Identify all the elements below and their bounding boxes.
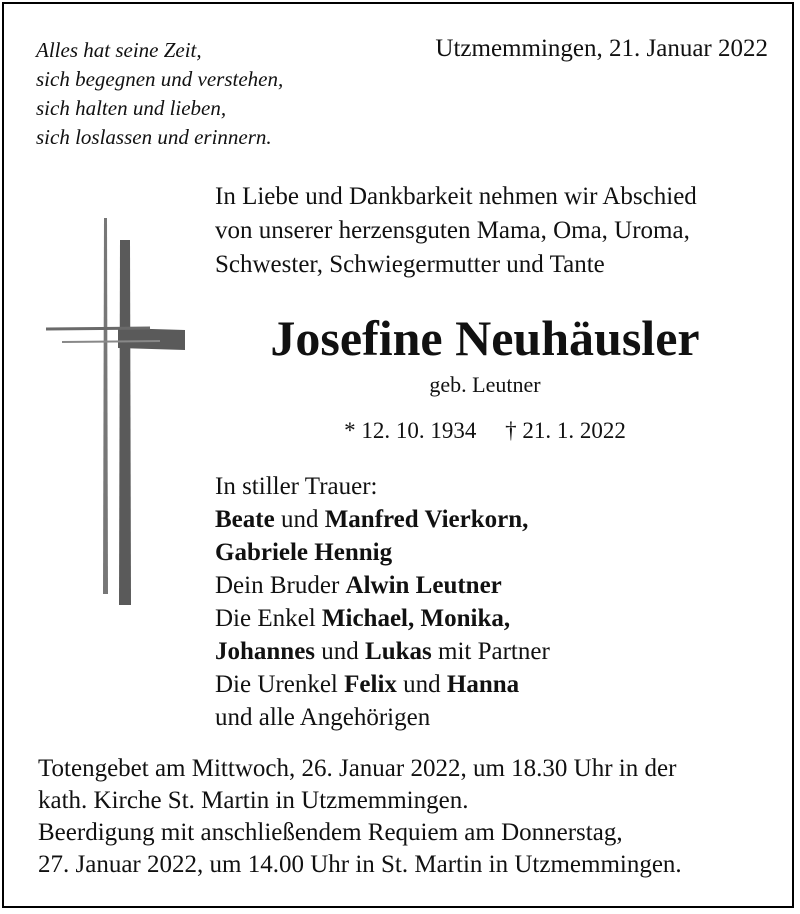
mourner-line [215, 536, 550, 569]
deceased-name: Josefine Neuhäusler [270, 310, 700, 366]
birth-name: geb. Leutner [429, 372, 541, 397]
mourner-name: Johannes [215, 638, 316, 665]
cross-vertical-shadow [103, 218, 108, 594]
mourners-heading: In stiller Trauer: [215, 473, 378, 500]
mourner-name: Michael, Monika, [321, 605, 511, 632]
mourner-name: Alwin Leutner [345, 572, 502, 599]
life-dates [215, 418, 755, 444]
poem-line: Alles hat seine Zeit, [36, 38, 202, 62]
mourner-name: Hanna [446, 671, 520, 698]
intro-line: von unserer herzensguten Mama, Oma, Uroma, [215, 217, 690, 244]
mourner-text: Die Enkel [215, 605, 322, 632]
service-line: Beerdigung mit anschließendem Requiem am Donnerstag, [38, 819, 623, 846]
intro-line: Schwester, Schwiegermutter und Tante [215, 251, 605, 278]
birth-date: * 12. 10. 1934 [344, 418, 477, 443]
cross-horizontal-line [46, 328, 150, 329]
cross-vertical-beam [119, 240, 131, 605]
death-date: † 21. 1. 2022 [505, 418, 626, 443]
poem-line: sich loslassen und erinnern. [36, 125, 272, 149]
service-line: 27. Januar 2022, um 14.00 Uhr in St. Martin in Utzmemmingen. [38, 851, 682, 878]
mourner-line [215, 569, 550, 602]
service-line: Totengebet am Mittwoch, 26. Januar 2022, um 18.30 Uhr in der [38, 755, 677, 782]
christian-cross-icon [40, 210, 190, 610]
mourner-text: mit Partner [431, 638, 550, 665]
mourner-line [215, 503, 550, 536]
cross-horizontal-line [62, 341, 160, 342]
mourner-text: Dein Bruder [215, 572, 346, 599]
intro-line: In Liebe und Dankbarkeit nehmen wir Abschied [215, 183, 697, 210]
mourner-line [215, 602, 550, 635]
service-info [38, 753, 682, 881]
mourner-name: Gabriele Hennig [215, 539, 393, 566]
poem-line: sich halten und lieben, [36, 96, 227, 120]
mourner-text: und [396, 671, 447, 698]
mourner-text: Die Urenkel [215, 671, 345, 698]
service-line: kath. Kirche St. Martin in Utzmemmingen. [38, 787, 469, 814]
mourner-text: und [274, 506, 325, 533]
poem [36, 36, 283, 152]
mourner-line [215, 668, 550, 701]
mourner-name: Lukas [365, 638, 432, 665]
place-date: Utzmemmingen, 21. Januar 2022 [435, 35, 768, 62]
poem-line: sich begegnen und verstehen, [36, 67, 284, 91]
intro-text [215, 180, 697, 282]
mourner-text: und [315, 638, 366, 665]
cross-horizontal-beam [118, 328, 185, 350]
mourner-name: Felix [344, 671, 397, 698]
mourners-list [215, 470, 550, 734]
mourner-line [215, 701, 550, 734]
mourner-name: Beate [215, 506, 275, 533]
mourner-text: und alle Angehörigen [215, 704, 431, 731]
mourner-line [215, 635, 550, 668]
mourner-name: Manfred Vierkorn, [324, 506, 529, 533]
